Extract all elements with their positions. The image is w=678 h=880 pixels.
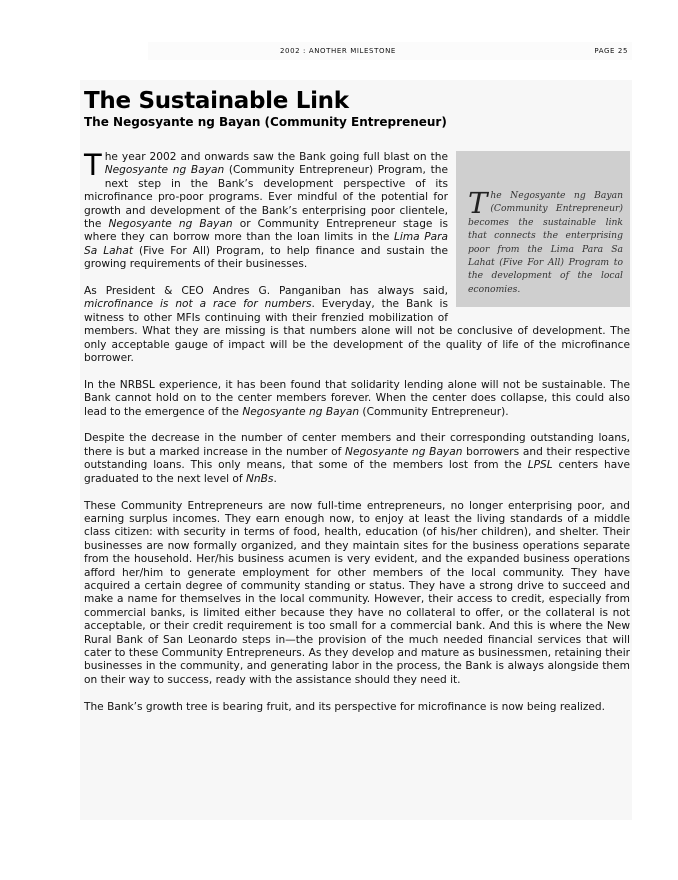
italic-term: Negosyante ng Bayan: [242, 405, 360, 418]
pull-quote: [456, 151, 630, 307]
article-body: [84, 148, 630, 727]
italic-term: Negosyante ng Bayan: [345, 445, 463, 458]
italic-term: Negosyante ng Bayan: [104, 164, 225, 177]
paragraph-3: [84, 379, 630, 419]
text-run: centers have graduated to the next level of: [84, 459, 630, 485]
italic-term: LPSL: [527, 459, 553, 472]
paragraph-5: These Community Entrepreneurs are now full-time entrepreneurs, no longer enterprising poor, and earning surplus incomes. They earn enough now, to enjoy at least the living standards of a middle class citizen: with security in terms of food, health, education (of his/her children), and shelter. Their businesses are now formally organized, and they maintain sites for the business operations separate from the household. Her/his business acumen is very evident, and the expanded business operations afford her/him to generate employment for other members of the local community. They have acquired a certain degree of community standing or status. They have a strong drive to succeed and make a name for themselves in the local community. However, their access to credit, especially from commercial banks, is limited either because they have no collateral to offer, or the collateral is not acceptable, or their credit requirement is too small for a commercial bank. And this is where the New Rural Bank of San Leonardo steps in—the provision of the much needed financial services that will cater to these Community Entrepreneurs. As they develop and mature as businessmen, retaining their businesses in the community, and generating labor in the process, the Bank is always alongside them on their way to success, ready with the assistance should they need it.: [84, 499, 630, 686]
text-run: (Community Entrepreneur).: [359, 405, 509, 418]
page-number: PAGE 25: [594, 47, 628, 55]
text-run: (Community Entrepreneur) Program, the next step in the Bank’s development perspective of its microfinance pro-poor programs. Ever mindful of the potential for growth and development of the Bank’s enterprising poor clientele, the: [84, 164, 448, 231]
italic-quote: microfinance is not a race for numbers: [84, 298, 312, 311]
pull-quote-initial: T: [468, 186, 488, 220]
section-title: 2002 : ANOTHER MILESTONE: [280, 47, 396, 55]
text-run: As President & CEO Andres G. Panganiban has always said,: [84, 285, 448, 298]
text-run: borrowers and their respective outstanding loans. This only means, that some of the members lost from the: [84, 445, 630, 472]
pull-quote-term: Negosyante ng Bayan (Community Entrepreneur): [490, 190, 623, 215]
text-run: or Community Entrepreneur stage is where they can borrow more than the loan limits in the: [84, 218, 448, 244]
pull-quote-text-end: becomes the sustainable link that connects the enterprising poor from the Lima Para Sa Lahat (Five For All) Program to the development of the local economies.: [468, 216, 623, 295]
paragraph-4: [84, 432, 630, 486]
text-run: .: [273, 472, 277, 485]
italic-term: NnBs: [246, 472, 274, 485]
article-title: The Sustainable Link: [84, 88, 349, 114]
text-run: he year 2002 and onwards saw the Bank going full blast on the: [104, 151, 448, 163]
pull-quote-text: he: [490, 190, 511, 201]
text-run: . Everyday, the Bank is witness to other MFIs continuing with their frenzied mobilization of members. What they are missing is that numbers alone will not be conclusive of development. The only acceptable gauge of impact will be the development of the quality of life of the microfinance borrower.: [84, 298, 630, 365]
italic-term: Negosyante ng Bayan: [108, 218, 233, 231]
drop-cap: T: [84, 148, 102, 182]
text-run: (Five For All) Program, to help finance and sustain the growing requirements of their businesses.: [84, 244, 448, 271]
text-run: In the NRBSL experience, it has been found that solidarity lending alone will not be sustainable. The Bank cannot hold on to the center members forever. When the center does collapse, this could also lead to the emergence of the: [84, 378, 630, 418]
article-subtitle: The Negosyante ng Bayan (Community Entrepreneur): [84, 115, 447, 129]
italic-term: Lima Para Sa Lahat: [84, 231, 448, 257]
text-run: Despite the decrease in the number of center members and their corresponding outstanding loans, there is but a marked increase in the number of: [84, 432, 630, 458]
paragraph-6: The Bank’s growth tree is bearing fruit, and its perspective for microfinance is now being realized.: [84, 700, 606, 713]
